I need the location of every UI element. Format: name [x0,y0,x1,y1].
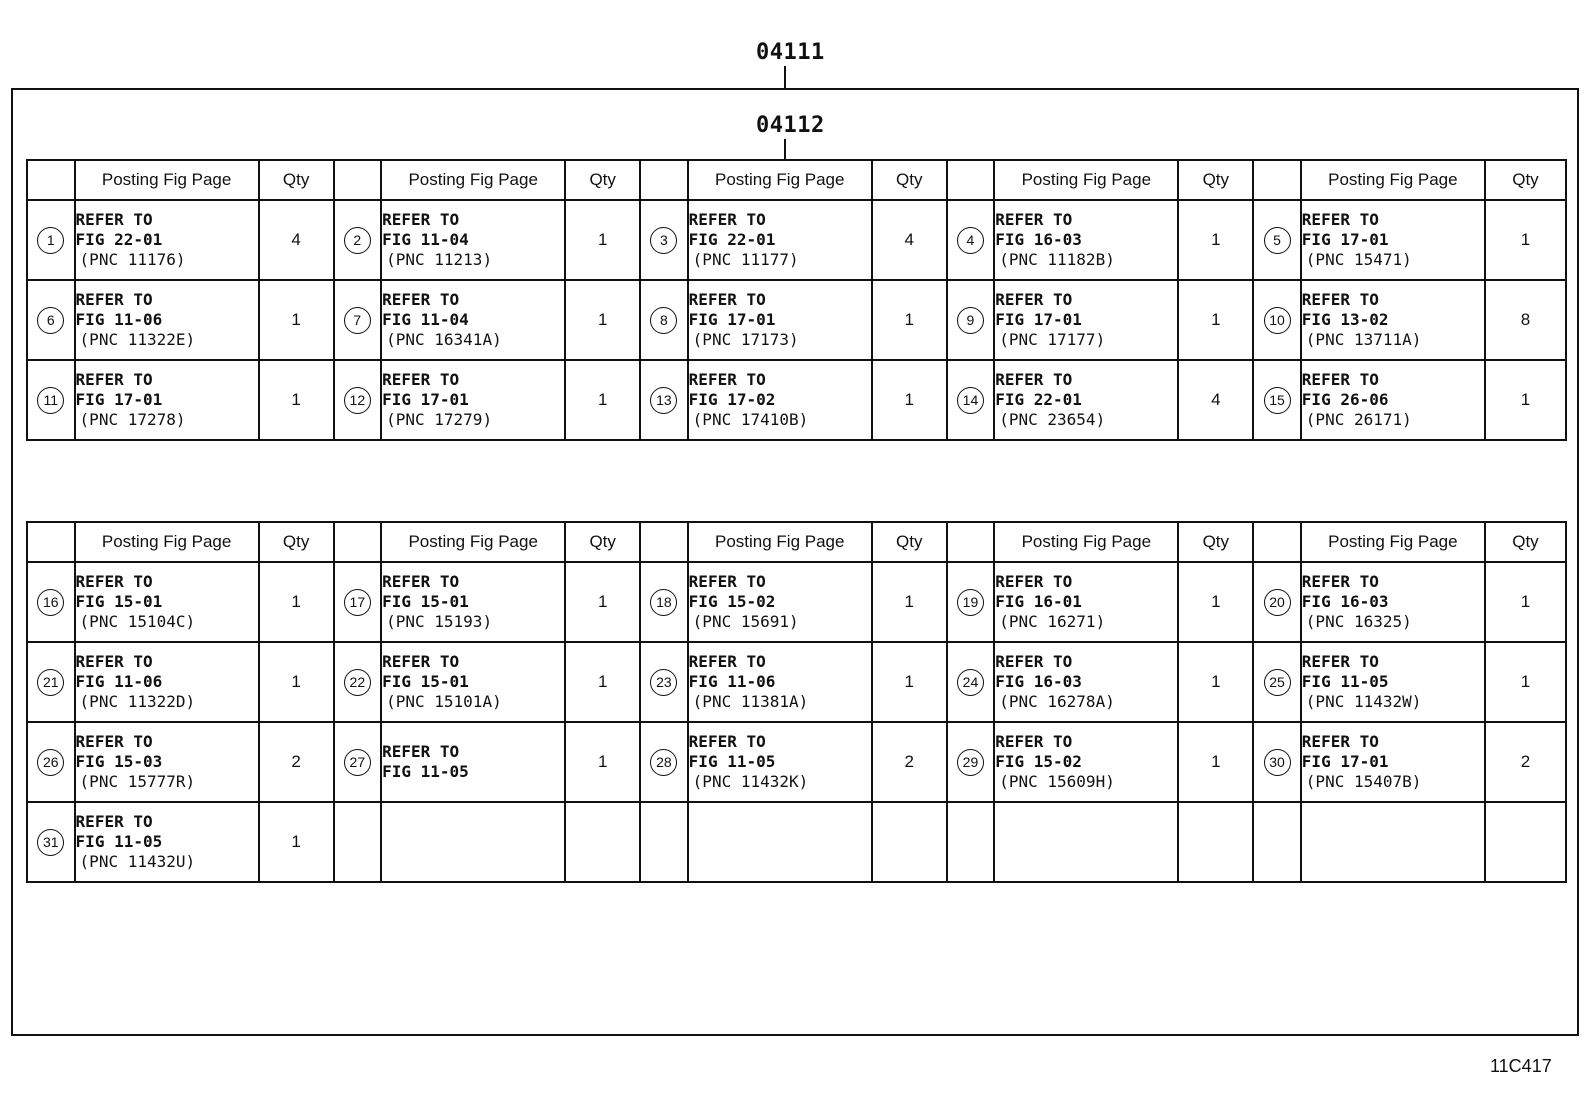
ref-number-cell [334,642,382,722]
pnc-text: (PNC 11432K) [692,772,809,791]
ref-number-cell [640,802,688,882]
fig-reference-cell [75,802,259,882]
qty-cell [1178,802,1253,882]
fig-page-header: Posting Fig Page [1301,522,1485,562]
fig-reference-cell [994,360,1178,440]
qty-cell [565,802,640,882]
pnc-text: (PNC 15471) [1305,250,1412,269]
refer-to-text: REFER TO [382,210,460,229]
qty-cell: 1 [872,280,947,360]
pnc-text: (PNC 11182B) [999,250,1115,269]
fig-reference-cell [381,642,565,722]
qty-header: Qty [872,160,947,200]
fig-reference-cell [994,642,1178,722]
refer-to-text: REFER TO [75,652,153,671]
fig-page-text: FIG 15-02 [995,752,1082,771]
ref-number-circle: 17 [344,589,371,616]
table-row [27,642,1566,722]
refer-to-text: REFER TO [995,572,1073,591]
refer-to-text: REFER TO [688,370,766,389]
ref-number-circle: 5 [1264,227,1291,254]
blank-header [334,160,382,200]
fig-page-text: FIG 13-02 [1301,310,1389,329]
blank-header [640,160,688,200]
refer-to-text: REFER TO [75,812,153,831]
fig-page-header: Posting Fig Page [688,160,872,200]
fig-page-text: FIG 16-03 [1301,592,1389,611]
qty-cell: 1 [872,562,947,642]
fig-reference-cell [381,280,565,360]
fig-page-text: FIG 17-01 [75,390,163,409]
ref-number-cell [1253,642,1301,722]
qty-cell: 1 [565,280,640,360]
qty-cell [872,802,947,882]
ref-number-circle: 6 [37,307,64,334]
ref-number-cell [640,200,688,280]
ref-number-circle: 10 [1264,307,1291,334]
inner-assembly-label: 04112 [756,113,825,138]
qty-cell: 1 [1485,200,1566,280]
ref-number-circle: 24 [957,669,984,696]
fig-reference-cell [688,802,872,882]
pnc-text: (PNC 17173) [692,330,799,349]
ref-number-circle: 28 [650,749,677,776]
ref-number-cell [640,280,688,360]
pnc-text: (PNC 11432W) [1305,692,1422,711]
pnc-text: (PNC 11213) [386,250,493,269]
pnc-text: (PNC 17279) [386,410,493,429]
ref-number-circle: 13 [650,387,677,414]
ref-number-circle: 2 [344,227,371,254]
ref-number-cell [947,642,995,722]
fig-reference-cell [1301,562,1485,642]
fig-reference-cell [381,722,565,802]
ref-number-circle: 3 [650,227,677,254]
qty-header: Qty [565,160,640,200]
qty-cell: 1 [565,722,640,802]
qty-cell: 1 [1485,360,1566,440]
qty-header: Qty [259,522,334,562]
qty-cell [1485,802,1566,882]
qty-header: Qty [1178,160,1253,200]
fig-page-text: FIG 15-01 [382,672,469,691]
refer-to-text: REFER TO [382,572,460,591]
ref-number-circle: 31 [37,829,64,856]
qty-cell: 1 [259,562,334,642]
ref-number-cell [640,360,688,440]
refer-to-text: REFER TO [688,210,766,229]
fig-page-text: FIG 16-01 [995,592,1082,611]
ref-number-cell [640,642,688,722]
fig-page-text: FIG 17-02 [688,390,776,409]
refer-to-text: REFER TO [688,290,766,309]
fig-reference-cell [75,200,259,280]
refer-to-text: REFER TO [75,370,153,389]
fig-page-text: FIG 11-05 [75,832,163,851]
fig-page-text: FIG 16-03 [995,230,1082,249]
ref-number-cell [640,722,688,802]
refer-to-text: REFER TO [688,572,766,591]
ref-number-cell [27,642,75,722]
ref-number-cell [27,360,75,440]
outer-assembly-label: 04111 [756,40,825,65]
pnc-text: (PNC 11432U) [79,852,196,871]
fig-reference-cell [994,722,1178,802]
blank-header [640,522,688,562]
pnc-text: (PNC 26171) [1305,410,1412,429]
qty-cell: 4 [259,200,334,280]
fig-page-header: Posting Fig Page [381,160,565,200]
fig-reference-cell [75,360,259,440]
blank-header [334,522,382,562]
fig-reference-cell [688,642,872,722]
refer-to-text: REFER TO [1301,290,1379,309]
fig-page-header: Posting Fig Page [994,160,1178,200]
ref-number-cell [27,722,75,802]
pnc-text: (PNC 15609H) [999,772,1115,791]
fig-reference-cell [1301,642,1485,722]
refer-to-text: REFER TO [1301,210,1379,229]
ref-number-circle: 9 [957,307,984,334]
table-row [27,280,1566,360]
refer-to-text: REFER TO [1301,732,1379,751]
fig-page-text: FIG 11-05 [1301,672,1389,691]
ref-number-cell [947,562,995,642]
fig-page-text: FIG 17-01 [688,310,776,329]
qty-cell: 4 [872,200,947,280]
ref-number-cell [1253,200,1301,280]
qty-cell: 2 [259,722,334,802]
qty-header: Qty [872,522,947,562]
blank-header [947,522,995,562]
fig-reference-cell [75,280,259,360]
qty-cell: 1 [1178,280,1253,360]
pnc-text: (PNC 11381A) [692,692,809,711]
qty-header: Qty [1178,522,1253,562]
qty-cell: 1 [565,642,640,722]
refer-to-text: REFER TO [995,210,1073,229]
refer-to-text: REFER TO [1301,572,1379,591]
ref-number-cell [334,802,382,882]
header-row [27,522,1566,562]
pnc-text: (PNC 15101A) [386,692,502,711]
fig-reference-cell [381,562,565,642]
fig-page-header: Posting Fig Page [994,522,1178,562]
ref-number-cell [1253,360,1301,440]
pnc-text: (PNC 15104C) [79,612,196,631]
qty-cell: 2 [1485,722,1566,802]
fig-page-text: FIG 15-01 [382,592,469,611]
qty-cell: 1 [1485,562,1566,642]
catalog-code: 11C417 [1490,1056,1552,1076]
blank-header [1253,160,1301,200]
pnc-text: (PNC 15407B) [1305,772,1422,791]
ref-number-cell [334,562,382,642]
pnc-text: (PNC 11322E) [79,330,196,349]
fig-reference-cell [994,802,1178,882]
fig-page-text: FIG 16-03 [995,672,1082,691]
fig-reference-cell [688,280,872,360]
qty-cell: 1 [259,642,334,722]
header-row [27,160,1566,200]
ref-number-circle: 23 [650,669,677,696]
table-row [27,802,1566,882]
fig-page-text: FIG 15-02 [688,592,776,611]
qty-cell: 4 [1178,360,1253,440]
ref-number-circle: 26 [37,749,64,776]
qty-cell: 1 [565,360,640,440]
qty-cell: 1 [259,802,334,882]
qty-cell: 1 [1485,642,1566,722]
qty-header: Qty [1485,522,1566,562]
ref-number-circle: 4 [957,227,984,254]
fig-reference-cell [994,280,1178,360]
ref-number-circle: 14 [957,387,984,414]
qty-cell: 1 [872,360,947,440]
fig-reference-cell [381,360,565,440]
qty-cell: 1 [565,200,640,280]
fig-reference-cell [688,562,872,642]
fig-page-text: FIG 17-01 [1301,230,1389,249]
pnc-text: (PNC 17278) [79,410,186,429]
ref-number-circle: 22 [344,669,371,696]
table-row [27,722,1566,802]
refer-to-text: REFER TO [75,732,153,751]
refer-to-text: REFER TO [382,652,460,671]
fig-page-text: FIG 22-01 [688,230,776,249]
ref-number-cell [947,722,995,802]
fig-page-text: FIG 17-01 [1301,752,1389,771]
ref-number-circle: 20 [1264,589,1291,616]
ref-number-cell [334,200,382,280]
ref-number-circle: 1 [37,227,64,254]
ref-number-circle: 16 [37,589,64,616]
ref-number-circle: 8 [650,307,677,334]
refer-to-text: REFER TO [1301,652,1379,671]
blank-header [1253,522,1301,562]
refer-to-text: REFER TO [75,572,153,591]
pnc-text: (PNC 15691) [692,612,799,631]
fig-reference-cell [994,562,1178,642]
fig-page-text: FIG 22-01 [995,390,1082,409]
fig-reference-cell [688,360,872,440]
fig-reference-cell [688,722,872,802]
refer-to-text: REFER TO [382,370,460,389]
ref-number-circle: 15 [1264,387,1291,414]
fig-page-text: FIG 22-01 [75,230,163,249]
table-row [27,360,1566,440]
ref-number-cell [334,360,382,440]
fig-page-header: Posting Fig Page [688,522,872,562]
qty-cell: 1 [1178,642,1253,722]
ref-number-cell [27,562,75,642]
pnc-text: (PNC 16278A) [999,692,1115,711]
ref-number-cell [947,200,995,280]
pnc-text: (PNC 15777R) [79,772,196,791]
fig-page-text: FIG 11-04 [382,230,469,249]
refer-to-text: REFER TO [1301,370,1379,389]
ref-number-cell [334,722,382,802]
fig-page-text: FIG 11-05 [688,752,776,771]
ref-number-cell [1253,802,1301,882]
qty-cell: 1 [259,280,334,360]
fig-reference-cell [1301,280,1485,360]
refer-to-text: REFER TO [995,370,1073,389]
pnc-text: (PNC 23654) [999,410,1106,429]
ref-number-circle: 21 [37,669,64,696]
reference-table-1 [26,159,1567,441]
fig-page-header: Posting Fig Page [75,160,259,200]
qty-cell: 1 [259,360,334,440]
ref-number-cell [640,562,688,642]
fig-page-text: FIG 11-06 [688,672,776,691]
fig-reference-cell [381,802,565,882]
fig-page-text: FIG 26-06 [1301,390,1389,409]
refer-to-text: REFER TO [75,210,153,229]
ref-number-circle: 27 [344,749,371,776]
pnc-text: (PNC 17177) [999,330,1106,349]
fig-page-text: FIG 11-04 [382,310,469,329]
ref-number-cell [334,280,382,360]
table-row [27,562,1566,642]
pnc-text: (PNC 15193) [386,612,493,631]
ref-number-circle: 25 [1264,669,1291,696]
refer-to-text: REFER TO [688,652,766,671]
fig-reference-cell [75,722,259,802]
pnc-text: (PNC 16341A) [386,330,502,349]
refer-to-text: REFER TO [995,652,1073,671]
pnc-text: (PNC 11176) [79,250,186,269]
qty-cell: 1 [1178,562,1253,642]
qty-cell: 1 [872,642,947,722]
fig-page-text: FIG 17-01 [995,310,1082,329]
inner-leader-line [784,139,786,160]
blank-header [947,160,995,200]
refer-to-text: REFER TO [382,290,460,309]
fig-reference-cell [994,200,1178,280]
pnc-text: (PNC 11177) [692,250,799,269]
refer-to-text: REFER TO [75,290,153,309]
ref-number-cell [27,280,75,360]
outer-leader-line [784,66,786,88]
fig-reference-cell [1301,200,1485,280]
fig-reference-cell [75,562,259,642]
qty-cell: 1 [1178,200,1253,280]
fig-reference-cell [1301,802,1485,882]
fig-page-text: FIG 17-01 [382,390,469,409]
refer-to-text: REFER TO [382,742,460,761]
fig-page-text: FIG 15-01 [75,592,163,611]
fig-page-text: FIG 11-06 [75,310,163,329]
qty-header: Qty [565,522,640,562]
pnc-text: (PNC 11322D) [79,692,196,711]
qty-cell: 2 [872,722,947,802]
ref-number-cell [1253,722,1301,802]
qty-cell: 1 [1178,722,1253,802]
pnc-text: (PNC 16325) [1305,612,1412,631]
fig-reference-cell [1301,722,1485,802]
fig-page-header: Posting Fig Page [75,522,259,562]
ref-number-circle: 19 [957,589,984,616]
fig-page-text: FIG 11-06 [75,672,163,691]
fig-page-text: FIG 15-03 [75,752,163,771]
pnc-text: (PNC 17410B) [692,410,809,429]
table-row [27,200,1566,280]
ref-number-cell [947,360,995,440]
fig-reference-cell [688,200,872,280]
blank-header [27,160,75,200]
ref-number-circle: 12 [344,387,371,414]
refer-to-text: REFER TO [688,732,766,751]
fig-reference-cell [381,200,565,280]
ref-number-cell [27,802,75,882]
ref-number-circle: 18 [650,589,677,616]
ref-number-circle: 30 [1264,749,1291,776]
blank-header [27,522,75,562]
qty-cell: 1 [565,562,640,642]
pnc-text: (PNC 13711A) [1305,330,1422,349]
qty-header: Qty [259,160,334,200]
fig-reference-cell [1301,360,1485,440]
ref-number-cell [1253,562,1301,642]
fig-page-header: Posting Fig Page [1301,160,1485,200]
ref-number-circle: 7 [344,307,371,334]
ref-number-cell [27,200,75,280]
fig-page-header: Posting Fig Page [381,522,565,562]
ref-number-cell [947,802,995,882]
qty-cell: 8 [1485,280,1566,360]
ref-number-circle: 11 [37,387,64,414]
refer-to-text: REFER TO [995,290,1073,309]
reference-table-2 [26,521,1567,883]
ref-number-cell [1253,280,1301,360]
qty-header: Qty [1485,160,1566,200]
fig-reference-cell [75,642,259,722]
ref-number-cell [947,280,995,360]
pnc-text: (PNC 16271) [999,612,1106,631]
refer-to-text: REFER TO [995,732,1073,751]
fig-page-text: FIG 11-05 [382,762,469,781]
ref-number-circle: 29 [957,749,984,776]
